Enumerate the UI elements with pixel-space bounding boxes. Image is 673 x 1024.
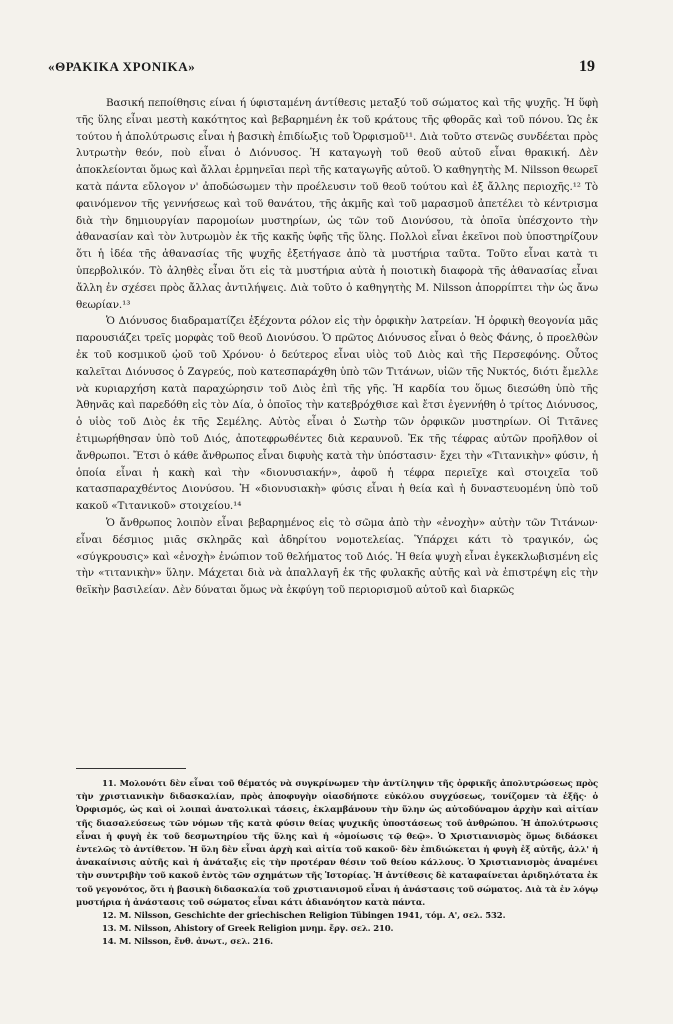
page-number: 19 (579, 58, 595, 75)
footnote-11: 11. Μολονότι δὲν εἶναι τοῦ θέματός νὰ συγκρίνωμεν τὴν ἀντίληψιν τῆς ὀρφικῆς ἀπολυτρώσεως πρὸς τὴν χριστιανικὴν διδασκαλίαν, πρὸς ἀποφυγὴν οἱασδήποτε εὐκόλου συγχύσεως, τονίζομεν τὰ ἑξῆς· ὁ Ὀρφισμός, ὡς καὶ οἱ λοιπαὶ ἀνατολικαὶ τάσεις, ἐκλαμβάνουν τὴν ὕλην ὡς αὐτοδύναμον ἀρχὴν καὶ αἰτίαν τῆς διασαλεύσεως τῶν νόμων τῆς κατὰ φύσιν θείας ψυχικῆς ὑποστάσεως τοῦ ἀνθρώπου. Ἡ ἀπολύτρωσις εἶναι ἡ φυγὴ ἐκ τοῦ δεσμωτηρίου τῆς ὕλης καὶ ἡ «ὁμοίωσις τῷ θεῷ». Ὁ Χριστιανισμὸς ὅμως διδάσκει ἐντελῶς τὸ ἀντίθετον. Ἡ ὕλη δὲν εἶναι ἀρχὴ καὶ αἰτία τοῦ κακοῦ· δὲν ἐπιδιώκεται ἡ φυγὴ ἐξ αὐτῆς, ἀλλ' ἡ ἀνακαίνισις αὐτῆς καὶ ἡ ἀνάταξις εἰς τὴν προτέραν θέσιν τοῦ θείου κάλλους. Ὁ Χριστιανισμὸς ἀναμένει τὴν συντριβὴν τοῦ κακοῦ ἐντὸς τῶν σχημάτων τῆς Ἱστορίας. Ἡ ἀντίθεσις δὲ καταφαίνεται ἀριδηλότατα ἐκ τοῦ γεγονότος, ὅτι ἡ βασικὴ διδασκαλία τοῦ χριστιανισμοῦ εἶναι ἡ ἀνάστασις τοῦ σώματος. Διὰ τὰ ἐν λόγῳ μυστήρια ἡ ἀνάστασις τοῦ σώματος εἶναι κάτι ἀδιανόητον κατὰ πάντα. (76, 779, 598, 908)
running-title: «ΘΡΑΚΙΚΑ ΧΡΟΝΙΚΑ» (48, 59, 196, 74)
footnotes (76, 778, 598, 950)
footnote-14: 14. M. Nilsson, ἔνθ. ἀνωτ., σελ. 216. (102, 937, 273, 948)
footnote-12: 12. M. Nilsson, Geschichte der griechischen Religion Tübingen 1941, τόμ. A', σελ. 532. (102, 911, 506, 922)
paragraph: Ὁ Διόνυσος διαδραματίζει ἐξέχοντα ρόλον εἰς τὴν ὀρφικὴν λατρείαν. Ἡ ὀρφικὴ θεογονία μᾶς παρουσιάζει τρεῖς μορφὰς τοῦ θεοῦ Διονύσου. Ὁ πρῶτος Διόνυσος εἶναι ὁ θεὸς Φάνης, ὁ προελθὼν ἐκ τοῦ κοσμικοῦ ᾠοῦ τοῦ Χρόνου· ὁ δεύτερος εἶναι υἱὸς τοῦ Διὸς καὶ τῆς Περσεφόνης. Οὗτος καλεῖται Διόνυσος ὁ Ζαγρεύς, ποὺ κατεσπαράχθη ὑπὸ τῶν Τιτάνων, υἱῶν τῆς Νυκτός, διότι ἔμελλε νὰ κυριαρχήση κατὰ παραχώρησιν τοῦ Διὸς ἐπὶ τῆς γῆς. Ἡ καρδία του ὅμως διεσώθη ὑπὸ τῆς Ἀθηνᾶς καὶ παρεδόθη εἰς τὸν Δία, ὁ ὁποῖος τὴν κατεβρόχθισε καὶ ἔτσι ἐγεννήθη ὁ τρίτος Διόνυσος, ὁ υἱὸς τοῦ Διὸς ἐκ τῆς Σεμέλης. Αὐτὸς εἶναι ὁ Σωτὴρ τῶν ὀρφικῶν μυστηρίων. Οἱ Τιτᾶνες ἐτιμωρήθησαν ὑπὸ τοῦ Διός, ἀποτεφρωθέντες διὰ κεραυνοῦ. Ἐκ τῆς τέφρας αὐτῶν προῆλθον οἱ ἄνθρωποι. Ἔτσι ὁ κάθε ἄνθρωπος εἶναι διφυὴς κατὰ τὴν ὑπόστασιν· ἔχει τὴν «Τιτανικὴν» φύσιν, ἡ ὁποία εἶναι ἡ κακὴ καὶ τὴν «διονυσιακήν», ἀφοῦ ἡ τέφρα περιεῖχε καὶ στοιχεῖα τοῦ κατασπαραχθέντος Διονύσου. Ἡ «διονυσιακὴ» φύσις εἶναι ἡ θεία καὶ ἡ δυναστευομένη ὑπὸ τοῦ κακοῦ «Τιτανικοῦ» στοιχείου.¹⁴ (76, 315, 598, 513)
footnote-13: 13. M. Nilsson, Ahistory of Greek Religion μνημ. ἔργ. σελ. 210. (102, 924, 394, 935)
paragraph: Βασική πεποίθησις είναι ή ύφισταμένη άντίθεσις μεταξύ τοῦ σώματος καὶ τῆς ψυχῆς. Ἡ ὕφὴ τῆς ὕλης εἶναι μεστὴ κακότητος καὶ βεβαρημένη ἐκ τοῦ κράτους τῆς φθορᾶς καὶ τοῦ πόνου. Ὡς ἐκ τούτου ἡ ἀπολύτρωσις εἶναι ἡ βασικὴ ἐπιδίωξις τοῦ Ὀρφισμοῦ¹¹. Διὰ τοῦτο στενῶς συνδέεται πρὸς λυτρωτὴν θεόν, ποὺ εἶναι ὁ Διόνυσος. Ἡ καταγωγὴ τοῦ θεοῦ αὐτοῦ εἶναι θρακική. Δὲν ἀποκλείονται ὅμως καὶ ἄλλαι ἑρμηνεῖαι περὶ τῆς καταγωγῆς αὐτοῦ. Ὁ καθηγητὴς M. Nilsson θεωρεῖ κατὰ πάντα εὔλογον ν' ἀποδώσωμεν τὴν προέλευσιν τοῦ θεοῦ τούτου καὶ ἐξ ἄλλης περιοχῆς.¹² Τὸ φαινόμενον τῆς γεννήσεως καὶ τοῦ θανάτου, τῆς ἀκμῆς καὶ τοῦ μαρασμοῦ ἀπετέλει τὸ κέντρισμα διὰ τὴν δημιουργίαν παρομοίων μυστηρίων, ὡς τῶν τοῦ Διονύσου, τὰ ὁποῖα ὑπέσχοντο τὴν ἀθανασίαν καὶ τὸν λυτρωμὸν ἐκ τῆς κακῆς ὑφῆς τῆς ὕλης. Πολλοὶ εἶναι ἐκεῖνοι ποὺ ὑποστηρίζουν ὅτι ἡ ἰδέα τῆς ἀθανασίας τῆς ψυχῆς ἐξετήγασε ἀπὸ τὰ μυστήρια ταῦτα. Τοῦτο εἶναι κατὰ τι ὑπερβολικόν. Τὸ ἀληθὲς εἶναι ὅτι εἰς τὰ μυστήρια αὐτὰ ἡ ποιοτικὴ διαφορὰ τῆς ἀθανασίας εἶναι ἄλλη ἐν σχέσει πρὸς ἄλλας ἀντιλήψεις. Διὰ τοῦτο ὁ καθηγητὴς M. Nilsson ἀπορρίπτει τὴν ὡς ἄνω θεωρίαν.¹³ (76, 97, 598, 311)
paragraph: Ὁ ἄνθρωπος λοιπὸν εἶναι βεβαρημένος εἰς τὸ σῶμα ἀπὸ τὴν «ἐνοχὴν» αὐτὴν τῶν Τιτάνων· εἶναι δέσμιος μιᾶς σκληρᾶς καὶ ἀδηρίτου νομοτελείας. Ὑπάρχει κάτι τὸ τραγικόν, ὡς «σύγκρουσις» καὶ «ἐνοχὴ» ἐνώπιον τοῦ θελήματος τοῦ Διός. Ἡ θεία ψυχὴ εἶναι ἐγκεκλωβισμένη εἰς τὴν «τιτανικὴν» ὕλην. Μάχεται διὰ νὰ ἀπαλλαγῆ ἐκ τῆς φυλακῆς αὐτῆς καὶ νὰ ἐπιστρέψη εἰς τὴν θεϊκὴν βασιλείαν. Δὲν δύναται ὅμως νὰ ἐκφύγη τοῦ περιορισμοῦ αὐτοῦ καὶ διαρκῶς (76, 516, 598, 597)
main-text (76, 95, 598, 599)
page-header (48, 58, 595, 76)
footnote-separator (76, 768, 186, 769)
